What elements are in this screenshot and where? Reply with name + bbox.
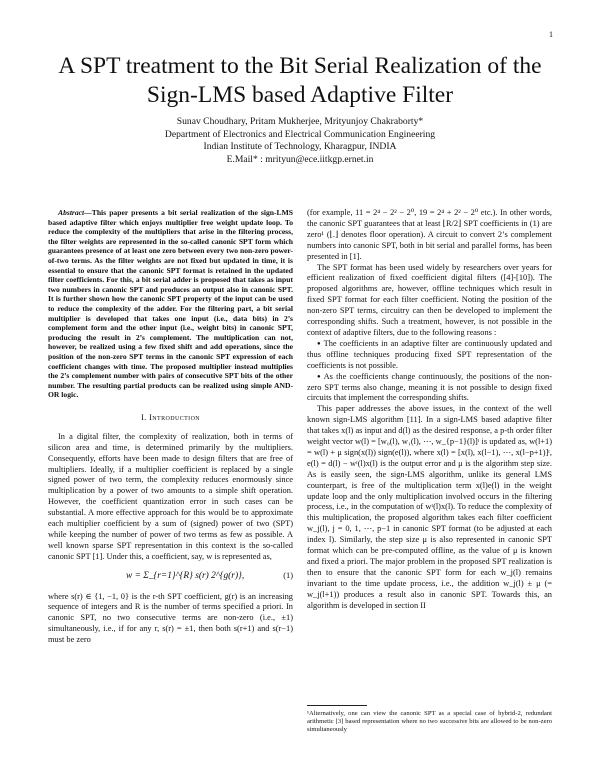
bullet-item-2 xyxy=(307,372,552,405)
bullet-2-text: As the coefficients change continuously, the positions of the non-zero SPT terms also change, meaning it is not possible to design fixed circuits that implement the corresponding shifts. xyxy=(307,371,552,403)
intro-paragraph-1: In a digital filter, the complexity of realization, both in terms of silicon area and time, is determined primarily by the multipliers. Consequently, efforts have been made to design filters that are free of multipliers. Ideally, if a multiplier coefficient is replaced by a single signed power of two term, the complexity reduces enormously since multiplication by a power of two amounts to a simple shift operation. However, the coefficient quantization error in such cases can be substantial. A more effective approach for this would be to approximate each multiplier coefficient by a sum of (signed) power of two (SPT) while keeping the number of power of two terms as few as possible. A well known sparse SPT representation in this context is the so-called canonic SPT [1]. Under this, a coefficient, say, w is represented as, xyxy=(48,431,293,561)
left-column xyxy=(48,208,293,646)
abstract-body: —This paper presents a bit serial realization of the sign-LMS based adaptive filter which enjoys multiplier free weight update loop. To reduce the complexity of the multipliers that arise in the filtering process, the filter weights are represented in the so-called canonic SPT form which guarantees presence of at least one zero between every two non-zero power-of-two terms. As the filter weights are not fixed but updated in time, it is essential to ensure that the canonic SPT format is retained in the updated filter coefficients. For this, a bit serial adder is proposed that takes as input two numbers in canonic SPT and produces an output also in canonic SPT. It is further shown how the canonic SPT property of the input can be used to reduce the complexity of the adder. For the filtering part, a bit serial multiplier is developed that takes one input (i.e., data bits) in 2’s complement form and the other input (i.e., weight bits) in canonic SPT, producing the result in 2’s complement. The multiplication can not, however, be realized using a few fixed shift and add operations, since the position of the non-zero SPT terms in the canonic SPT expression of each coefficient changes with time. The proposed multiplier instead multiplies the 2’s complement number with pairs of consecutive SPT bits of the other number. The resulting partial products can be realized using simple AND-OR logic. xyxy=(48,208,293,400)
equation-1-body: w = Σ_{r=1}^{R} s(r) 2^{g(r)}, xyxy=(126,570,245,581)
bullet-1-text: The coefficients in an adaptive filter are continuously updated and thus offline techniques producing fixed SPT representation of the coefficients is not possible. xyxy=(307,338,552,370)
equation-1-number: (1) xyxy=(283,570,293,580)
paper-title xyxy=(40,52,560,110)
intro-paragraph-2: where s(r) ∈ {1, −1, 0} is the r-th SPT coefficient, g(r) is an increasing sequence of integers and R is the number of terms specified a priori. In canonic SPT, no two consecutive terms are non-zero (i.e., ±1) simultaneously, i.e., if for any r, s(r) = ±1, then both s(r+1) and s(r−1) must be zero xyxy=(48,591,293,645)
title-line-2: Sign-LMS based Adaptive Filter xyxy=(146,82,454,108)
right-column xyxy=(307,208,552,612)
right-paragraph-2: The SPT format has been used widely by researchers over years for efficient realization of fixed coefficient digital filters ([4]-[10]). The proposed algorithms are, however, offline techniques which result in fixed SPT format for each filter coefficient. Noting the position of the non-zero SPT terms, circuitry can then be developed to implement the corresponding shifts. Such a treatment, however, is not possible in the context of adaptive filters, due to the following reasons : xyxy=(307,262,552,337)
bullet-item-1 xyxy=(307,339,552,372)
right-paragraph-1: (for example, 11 = 2⁴ − 2² − 2⁰, 19 = 2⁴ + 2² − 2⁰ etc.). In other words, the canonic SPT guarantees that at least ⌊R/2⌋ SPT coefficients in (1) are zero¹ (⌊.⌋ denotes floor operation). A circuit to convert 2’s complement numbers into canonic SPT, both in bit serial and parallel forms, has been presented in [1]. xyxy=(307,208,552,261)
right-paragraph-3: This paper addresses the above issues, in the context of the well known sign-LMS algorithm [11]. In a sign-LMS based adaptive filter that takes x(l) as input and d(l) as the desired response, a p-th order filter weight vector w(l) = [w₀(l), w₁(l), ⋯, w_{p−1}(l)]ᵗ is updated as, w(l+1) = w(l) + μ sign(x(l)) sign(e(l)), where x(l) = [x(l), x(l−1), ⋯, x(l−p+1)]ᵗ, e(l) = d(l) − wᵗ(l)x(l) is the output error and μ is the algorithm step size. As is easily seen, the sign-LMS algorithm, unlike its general LMS counterpart, is free of the multiplication term x(l)e(l) in the weight update loop and the only multiplication involved occurs in the filtering process, i.e., in the computation of wᵗ(l)x(l). To reduce the complexity of this multiplication, the proposed algorithm takes each filter coefficient w_j(l), j = 0, 1, ⋯, p−1 in canonic SPT format (to be adjusted at each index l). Similarly, the step size μ is also represented in canonic SPT format which can be pre-computed offline, as the value of μ is known and fixed a priori. The major problem in the proposed SPT realization is then to ensure that the canonic SPT form for each w_j(l) remains invariant to the time update process, i.e., the addition w_j(l) ± μ (= w_j(l+1)) produces a result also in canonic SPT. Towards this, an algorithm is developed in section II xyxy=(307,404,552,610)
abstract xyxy=(48,208,293,400)
department: Department of Electronics and Electrical Communication Engineering xyxy=(164,128,436,140)
author-block xyxy=(40,116,560,166)
title-line-1: A SPT treatment to the Bit Serial Realization of the xyxy=(58,53,542,79)
email: E.Mail* : mrityun@ece.iitkgp.ernet.in xyxy=(226,153,374,165)
bullet-icon: ● xyxy=(317,373,321,380)
bullet-icon: ● xyxy=(317,340,321,347)
section-heading-introduction: I. Introduction xyxy=(140,412,201,422)
equation-1 xyxy=(48,571,293,582)
footnote-divider xyxy=(307,705,367,706)
footnote: ¹Alternatively, one can view the canonic SPT as a special case of hybrid-2, redundant arithmetic [3] based representation where no two successive bits are allowed to be non-zero simultaneously xyxy=(307,710,552,734)
abstract-lead: Abstract xyxy=(58,208,85,217)
page-number: 1 xyxy=(549,30,553,39)
author-names: Sunav Choudhary, Pritam Mukherjee, Mrityunjoy Chakraborty* xyxy=(176,116,424,127)
institute: Indian Institute of Technology, Kharagpur, INDIA xyxy=(203,141,397,153)
